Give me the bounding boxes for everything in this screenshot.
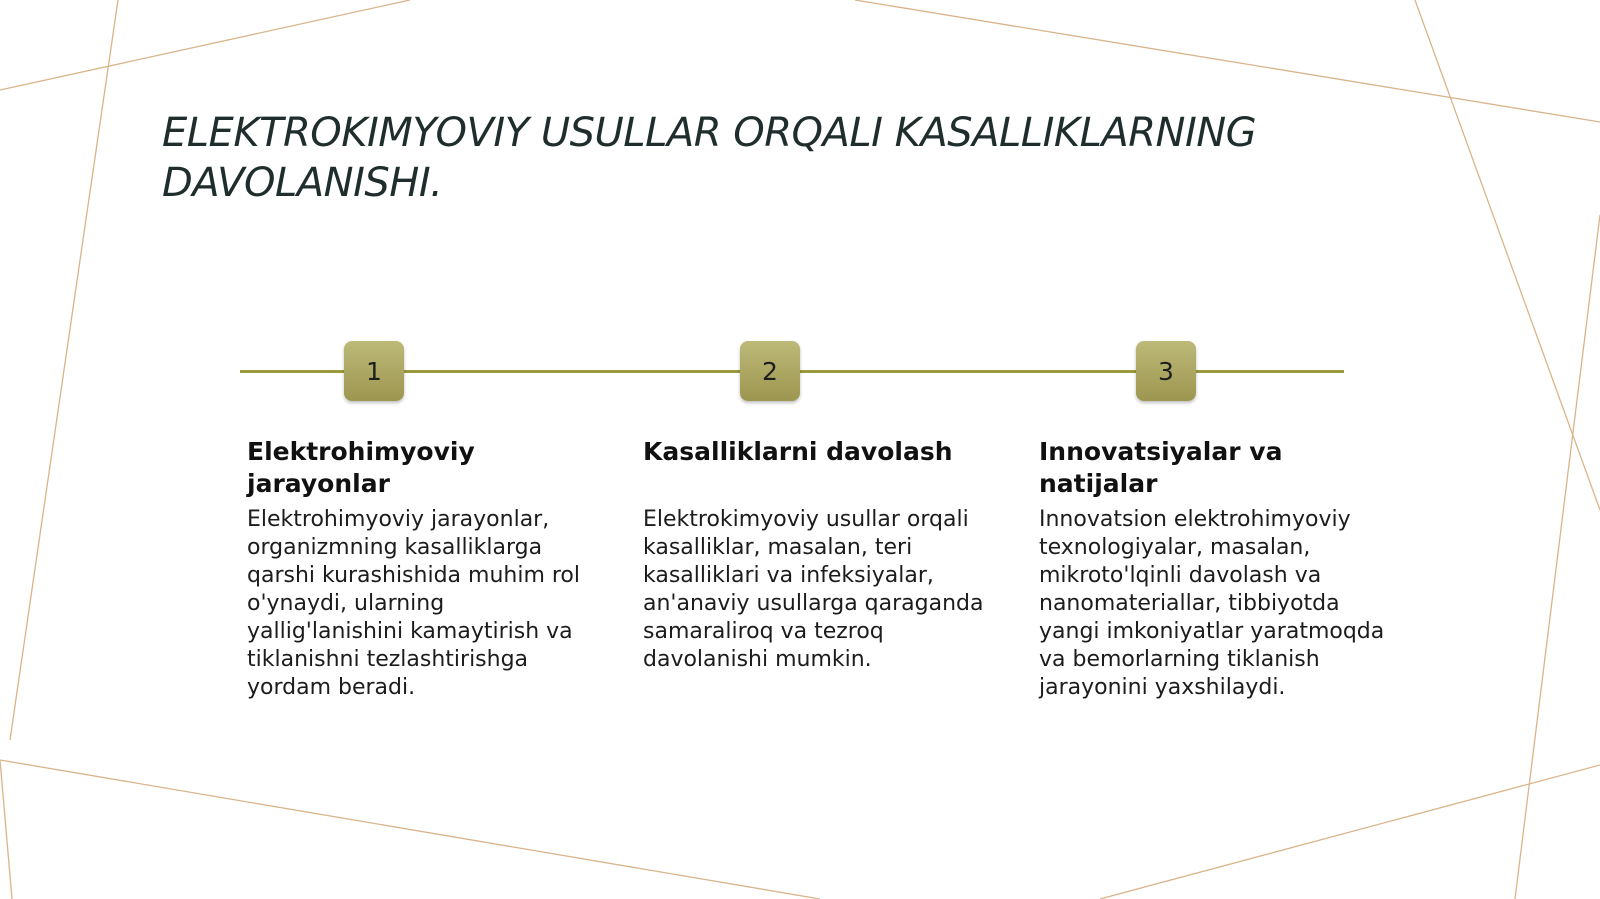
step-heading-2: Kasalliklarni davolash: [643, 437, 953, 466]
step-badge-3: 3: [1136, 341, 1196, 401]
step-badge-1: 1: [344, 341, 404, 401]
step-text-2: Elektrokimyoviy usullar orqali kasalliklar, masalan, teri kasalliklari va infeksiyalar, an'anaviy usullarga qaraganda samaraliroq va tezroq davolanishi mumkin.: [643, 507, 984, 672]
step-heading-1: Elektrohimyoviy jarayonlar: [247, 437, 475, 498]
step-column-3: [1039, 436, 1389, 702]
step-badge-2: 2: [740, 341, 800, 401]
step-heading-3: Innovatsiyalar va natijalar: [1039, 437, 1283, 498]
step-column-1: [247, 436, 597, 702]
step-text-1: Elektrohimyoviy jarayonlar, organizmning kasalliklarga qarshi kurashishida muhim rol o'ynaydi, ularning yallig'lanishini kamaytirish va tiklanishni tezlashtirishga yordam beradi.: [247, 507, 580, 700]
step-column-2: [643, 436, 993, 674]
slide-title: ELEKTROKIMYOVIY USULLAR ORQALI KASALLIKLARNING DAVOLANISHI.: [162, 110, 1257, 206]
step-text-3: Innovatsion elektrohimyoviy texnologiyalar, masalan, mikroto'lqinli davolash va nanomateriallar, tibbiyotda yangi imkoniyatlar yaratmoqda va bemorlarning tiklanish jarayonini yaxshilaydi.: [1039, 507, 1385, 700]
